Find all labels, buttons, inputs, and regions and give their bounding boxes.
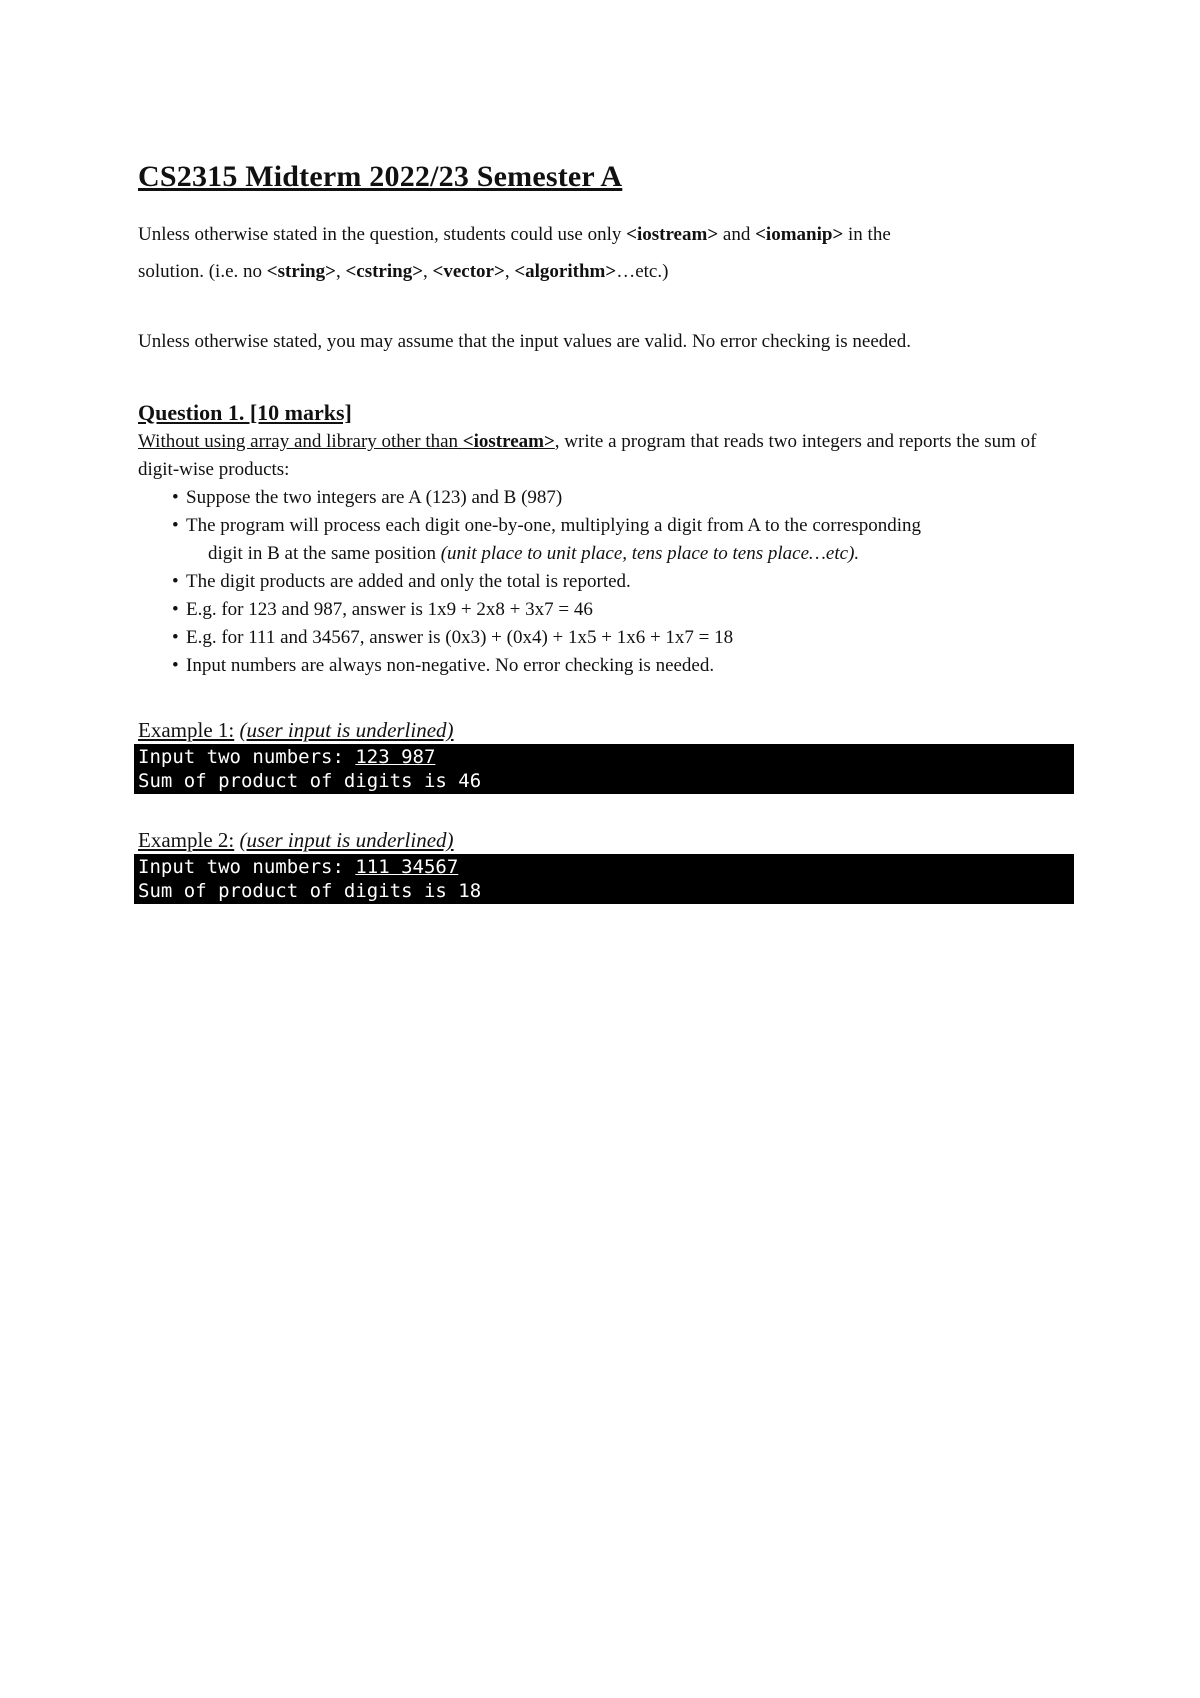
spacer	[138, 290, 1078, 323]
list-item-text: Input numbers are always non-negative. No error checking is needed.	[186, 655, 715, 676]
list-item-text: The program will process each digit one-by-one, multiplying a digit from A to the corresponding	[186, 515, 922, 536]
console-prompt: Input two numbers:	[138, 856, 356, 878]
spacer	[138, 360, 1078, 398]
separator: ,	[335, 261, 346, 282]
spacer	[138, 794, 1078, 826]
console-user-input: 123 987	[355, 746, 436, 768]
example-title: Example 1:	[138, 718, 235, 742]
question-intro	[138, 428, 1078, 484]
list-item	[174, 568, 1078, 596]
intro-text: Unless otherwise stated in the question, students could use only	[138, 224, 627, 245]
list-item-text: digit in B at the same position	[208, 543, 441, 564]
lib-name: <cstring>	[345, 261, 424, 282]
list-item-note: (unit place to unit place, tens place to tens place…etc).	[440, 543, 860, 564]
list-item	[174, 652, 1078, 680]
lib-name: <string>	[266, 261, 336, 282]
console-user-input: 111 34567	[355, 856, 459, 878]
example-2-label	[138, 826, 1078, 854]
intro-text: in the	[843, 224, 891, 245]
console-output-1	[134, 744, 1074, 794]
bullet-icon: •	[172, 515, 179, 536]
list-item-text: E.g. for 111 and 34567, answer is (0x3) + (0x4) + 1x5 + 1x6 + 1x7 = 18	[186, 627, 734, 648]
intro-text: solution. (i.e. no	[138, 261, 267, 282]
console-output-2	[134, 854, 1074, 904]
example-title: Example 2:	[138, 828, 235, 852]
list-item	[174, 596, 1078, 624]
console-result: Sum of product of digits is 46	[138, 770, 482, 792]
example-note: (user input is underlined)	[239, 828, 454, 852]
console-result: Sum of product of digits is 18	[138, 880, 482, 902]
intro-text: and	[718, 224, 756, 245]
lib-name: <iomanip>	[755, 224, 844, 245]
lib-name: <vector>	[432, 261, 505, 282]
question-constraint: Without using array and library other than	[138, 431, 463, 452]
lib-name: <iostream>	[462, 431, 555, 452]
intro-text: …etc.)	[616, 261, 669, 282]
console-prompt: Input two numbers:	[138, 746, 356, 768]
spacer	[138, 680, 1078, 716]
intro-paragraph	[138, 216, 1078, 290]
bullet-icon: •	[172, 627, 179, 648]
list-item-text: The digit products are added and only the total is reported.	[186, 571, 631, 592]
assumption-paragraph: Unless otherwise stated, you may assume that the input values are valid. No error checking is needed.	[138, 331, 911, 352]
bullet-icon: •	[172, 487, 179, 508]
separator: ,	[423, 261, 433, 282]
lib-name: <algorithm>	[514, 261, 617, 282]
example-1-label	[138, 716, 1078, 744]
document-page	[138, 160, 1078, 904]
question-intro-text: , write a program that reads two integers and reports the sum of digit-wise products:	[138, 431, 1037, 480]
requirement-list	[138, 484, 1078, 680]
list-item-continuation	[186, 540, 1078, 568]
separator: ,	[504, 261, 515, 282]
bullet-icon: •	[172, 655, 179, 676]
list-item-text: E.g. for 123 and 987, answer is 1x9 + 2x8 + 3x7 = 46	[186, 599, 593, 620]
list-item	[174, 484, 1078, 512]
bullet-icon: •	[172, 571, 179, 592]
list-item	[174, 624, 1078, 652]
lib-name: <iostream>	[626, 224, 719, 245]
list-item	[174, 512, 1078, 568]
question-heading: Question 1. [10 marks]	[138, 400, 352, 425]
document-title: CS2315 Midterm 2022/23 Semester A	[138, 160, 623, 193]
example-note: (user input is underlined)	[239, 718, 454, 742]
list-item-text: Suppose the two integers are A (123) and B (987)	[186, 487, 563, 508]
bullet-icon: •	[172, 599, 179, 620]
